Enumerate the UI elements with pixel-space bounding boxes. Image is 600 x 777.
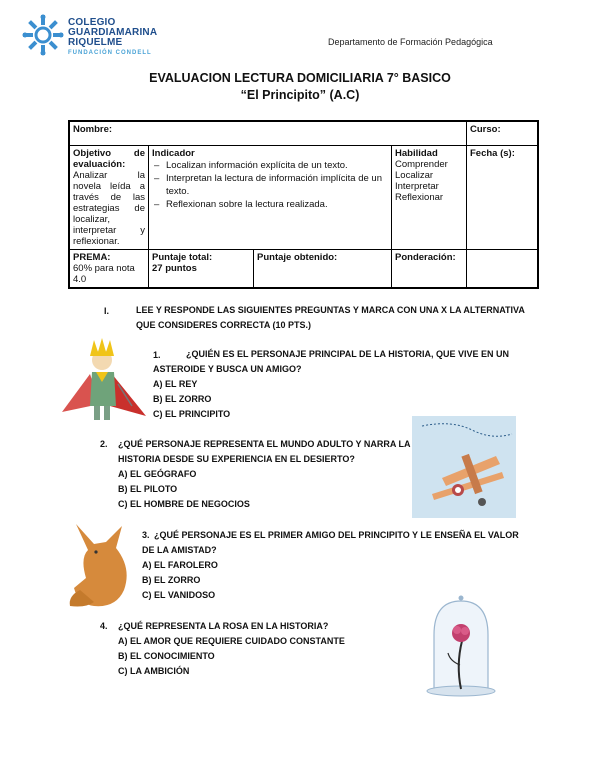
- option-a[interactable]: A) EL AMOR QUE REQUIERE CUIDADO CONSTANTE: [118, 636, 345, 646]
- curso-label: Curso:: [470, 124, 501, 135]
- prema-label: PREMA:: [73, 251, 111, 263]
- logo-line-3: RIQUELME: [68, 37, 123, 48]
- puntaje-obtenido-cell[interactable]: [254, 249, 392, 288]
- indicador-list: [152, 159, 388, 211]
- ponderacion-label: Ponderación:: [395, 251, 456, 263]
- page-title: EVALUACION LECTURA DOMICILIARIA 7° BASICO: [149, 71, 451, 85]
- instruction-line: QUE CONSIDERES CORRECTA (10 PTS.): [136, 320, 312, 330]
- question-text: ¿QUÉ REPRESENTA LA ROSA EN LA HISTORIA?: [118, 621, 329, 631]
- aviator-illustration: [412, 416, 516, 518]
- habilidad-cell: [392, 145, 467, 249]
- indicador-cell: [149, 145, 392, 249]
- compass-rose-icon: [22, 14, 64, 56]
- habilidad-item: Interpretar: [395, 180, 439, 192]
- puntaje-total-cell: [149, 249, 254, 288]
- school-logo: [22, 14, 64, 56]
- prema-text: 60% para nota 4.0: [73, 262, 135, 285]
- little-prince-illustration: [60, 334, 148, 424]
- indicador-item: – Localizan información explícita de un texto.: [166, 159, 388, 172]
- option-b[interactable]: B) EL ZORRO: [142, 575, 201, 585]
- question-text: DE LA AMISTAD?: [142, 545, 217, 555]
- indicador-item: – Reflexionan sobre la lectura realizada.: [166, 198, 388, 211]
- question-1: [153, 347, 509, 422]
- option-a[interactable]: A) EL FAROLERO: [142, 560, 218, 570]
- option-b[interactable]: B) EL ZORRO: [153, 394, 212, 404]
- logo-line-1: COLEGIO: [68, 17, 116, 28]
- question-2: [100, 437, 411, 512]
- option-a[interactable]: A) EL GEÓGRAFO: [118, 469, 197, 479]
- question-text: ¿QUÉ PERSONAJE ES EL PRIMER AMIGO DEL PRINCIPITO Y LE ENSEÑA EL VALOR: [154, 530, 519, 540]
- question-4: [100, 619, 345, 679]
- puntaje-total-label: Puntaje total:: [152, 251, 213, 263]
- question-text: ASTEROIDE Y BUSCA UN AMIGO?: [153, 364, 302, 374]
- prema-cell: [69, 249, 149, 288]
- fox-illustration: [66, 518, 140, 610]
- option-c[interactable]: C) LA AMBICIÓN: [118, 666, 190, 676]
- objetivo-label: Objetivo de evaluación:: [73, 147, 145, 170]
- empty-cell: [467, 249, 539, 288]
- option-c[interactable]: C) EL HOMBRE DE NEGOCIOS: [118, 499, 250, 509]
- option-b[interactable]: B) EL CONOCIMIENTO: [118, 651, 215, 661]
- fecha-label: Fecha (s):: [470, 147, 515, 159]
- puntaje-obtenido-label: Puntaje obtenido:: [257, 251, 338, 263]
- department-label: Departamento de Formación Pedagógica: [328, 37, 493, 47]
- section-instructions: [136, 303, 525, 333]
- question-number: 3.: [142, 530, 150, 540]
- puntaje-total-value: 27 puntos: [152, 262, 197, 274]
- indicador-label: Indicador: [152, 147, 195, 159]
- curso-cell[interactable]: [467, 121, 539, 145]
- logo-subtitle: FUNDACIÓN CONDELL: [68, 50, 152, 56]
- student-info-table: [68, 120, 539, 289]
- habilidad-item: Reflexionar: [395, 191, 444, 203]
- habilidad-label: Habilidad: [395, 147, 438, 159]
- question-number: 1.: [153, 350, 161, 360]
- ponderacion-cell[interactable]: [392, 249, 467, 288]
- nombre-cell[interactable]: [69, 121, 467, 145]
- indicador-item: – Interpretan la lectura de información implícita de un texto.: [166, 172, 388, 198]
- question-text: HISTORIA DESDE SU EXPERIENCIA EN EL DESIERTO?: [118, 454, 355, 464]
- option-c[interactable]: C) EL VANIDOSO: [142, 590, 216, 600]
- section-numeral: I.: [104, 306, 110, 316]
- option-b[interactable]: B) EL PILOTO: [118, 484, 178, 494]
- question-number: 2.: [100, 439, 108, 449]
- fecha-cell[interactable]: [467, 145, 539, 249]
- question-text: ¿QUIÉN ES EL PERSONAJE PRINCIPAL DE LA HISTORIA, QUE VIVE EN UN: [186, 349, 510, 359]
- option-a[interactable]: A) EL REY: [153, 379, 198, 389]
- option-c[interactable]: C) EL PRINCIPITO: [153, 409, 231, 419]
- question-3: [142, 528, 519, 603]
- rose-illustration: [412, 595, 510, 705]
- objetivo-text: Analizar la novela leída a través de las estrategias de localizar, interpretar y reflexionar.: [73, 169, 145, 247]
- habilidad-item: Localizar: [395, 169, 434, 181]
- objetivo-cell: [69, 145, 149, 249]
- question-text: ¿QUÉ PERSONAJE REPRESENTA EL MUNDO ADULTO Y NARRA LA: [118, 439, 411, 449]
- question-number: 4.: [100, 621, 108, 631]
- nombre-label: Nombre:: [73, 124, 113, 135]
- habilidad-item: Comprender: [395, 158, 448, 170]
- page-subtitle: “El Principito” (A.C): [240, 88, 360, 102]
- instruction-line: LEE Y RESPONDE LAS SIGUIENTES PREGUNTAS Y MARCA CON UNA X LA ALTERNATIVA: [136, 305, 525, 315]
- logo-line-2: GUARDIAMARINA: [68, 27, 158, 38]
